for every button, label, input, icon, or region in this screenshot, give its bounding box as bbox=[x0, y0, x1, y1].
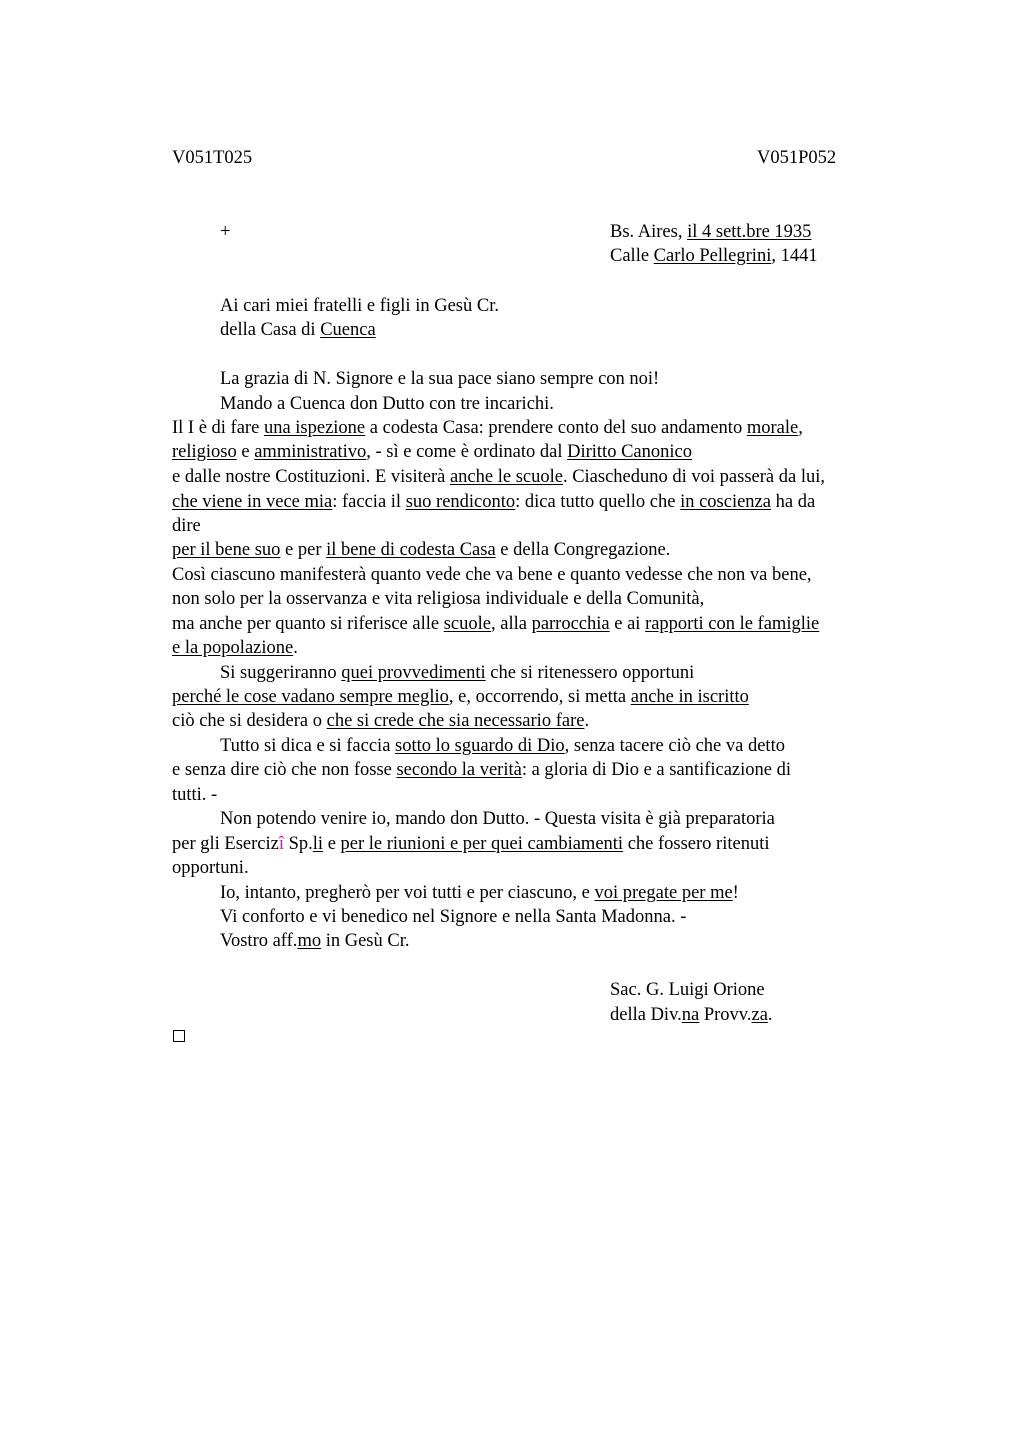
body-line: La grazia di N. Signore e la sua pace siano sempre con noi! bbox=[220, 369, 660, 389]
body-line: Mando a Cuenca don Dutto con tre incarichi. bbox=[220, 394, 554, 414]
body-line: non solo per la osservanza e vita religiosa individuale e della Comunità, bbox=[172, 589, 705, 609]
signature-line-1: Sac. G. Luigi Orione bbox=[610, 980, 765, 1000]
body-line: Il I è di fare una ispezione a codesta Casa: prendere conto del suo andamento morale, bbox=[172, 418, 803, 438]
body-line: Si suggeriranno quei provvedimenti che si ritenessero opportuni bbox=[220, 663, 695, 683]
address: Calle Carlo Pellegrini, 1441 bbox=[610, 246, 818, 266]
salutation-line-2: della Casa di Cuenca bbox=[220, 320, 376, 340]
salutation-line-1: Ai cari miei fratelli e figli in Gesù Cr. bbox=[220, 296, 499, 316]
body-line: Vostro aff.mo in Gesù Cr. bbox=[220, 931, 410, 951]
body-line: Vi conforto e vi benedico nel Signore e nella Santa Madonna. - bbox=[220, 907, 687, 927]
body-line: religioso e amministrativo, - sì e come è ordinato dal Diritto Canonico bbox=[172, 442, 692, 462]
document-code-left: V051T025 bbox=[172, 148, 253, 168]
body-line: opportuni. bbox=[172, 858, 249, 878]
body-line: e senza dire ciò che non fosse secondo la verità: a gloria di Dio e a santificazione di bbox=[172, 760, 792, 780]
body-line: ciò che si desidera o che si crede che sia necessario fare. bbox=[172, 711, 590, 731]
cross-mark: + bbox=[220, 222, 231, 242]
body-line: Io, intanto, pregherò per voi tutti e per ciascuno, e voi pregate per me! bbox=[220, 883, 739, 903]
body-line: che viene in vece mia: faccia il suo rendiconto: dica tutto quello che in coscienza ha da bbox=[172, 492, 816, 512]
place-date: Bs. Aires, il 4 sett.bre 1935 bbox=[610, 222, 812, 242]
body-line: perché le cose vadano sempre meglio, e, occorrendo, si metta anche in iscritto bbox=[172, 687, 749, 707]
body-line: tutti. - bbox=[172, 785, 218, 805]
document-code-right: V051P052 bbox=[757, 148, 837, 168]
body-line: per il bene suo e per il bene di codesta Casa e della Congregazione. bbox=[172, 540, 671, 560]
body-line: dire bbox=[172, 516, 201, 536]
end-square-mark bbox=[173, 1030, 185, 1042]
body-line: Tutto si dica e si faccia sotto lo sguardo di Dio, senza tacere ciò che va detto bbox=[220, 736, 785, 756]
body-line: e dalle nostre Costituzioni. E visiterà anche le scuole. Ciascheduno di voi passerà da lui, bbox=[172, 467, 825, 487]
body-line: Non potendo venire io, mando don Dutto. - Questa visita è già preparatoria bbox=[220, 809, 775, 829]
body-line: per gli Esercizî Sp.li e per le riunioni e per quei cambiamenti che fossero ritenuti bbox=[172, 834, 770, 854]
body-line: ma anche per quanto si riferisce alle scuole, alla parrocchia e ai rapporti con le famiglie bbox=[172, 614, 820, 634]
body-line: e la popolazione. bbox=[172, 638, 298, 658]
signature-line-2: della Div.na Provv.za. bbox=[610, 1005, 773, 1025]
body-line: Così ciascuno manifesterà quanto vede che va bene e quanto vedesse che non va bene, bbox=[172, 565, 812, 585]
